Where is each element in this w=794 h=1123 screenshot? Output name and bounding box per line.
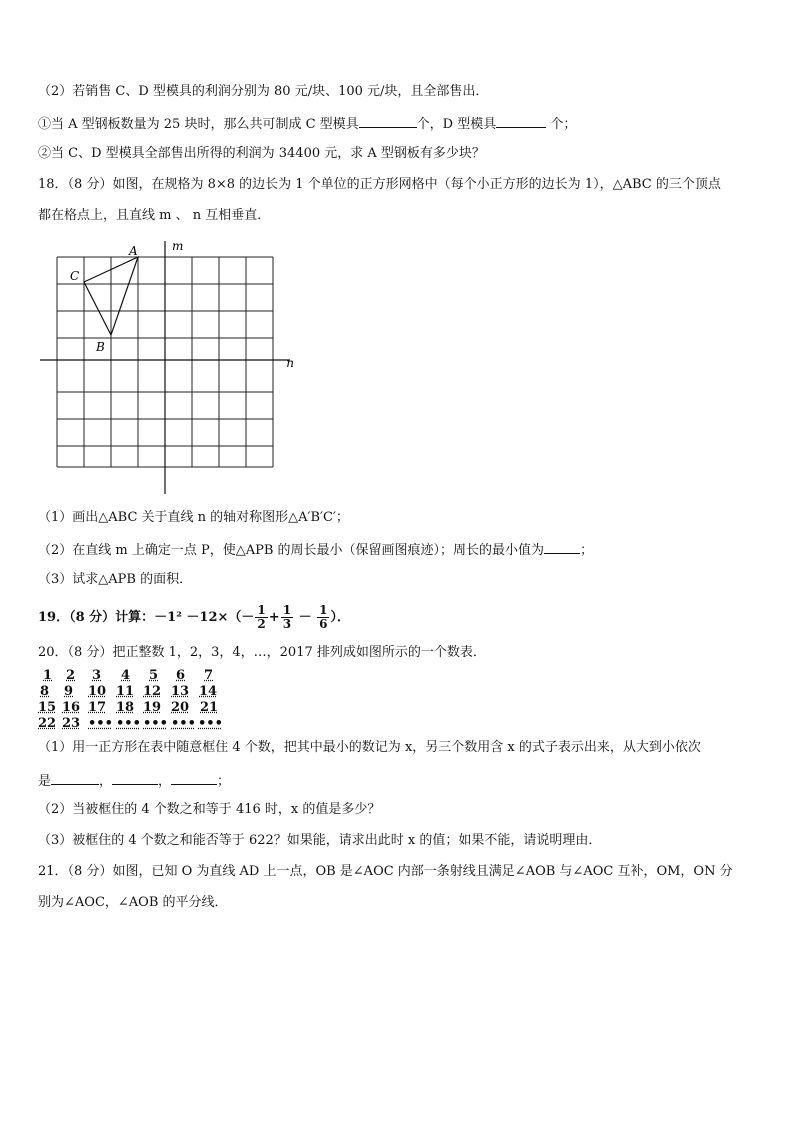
table-cell: 23 bbox=[62, 716, 81, 731]
q20-part1-line1: （1）用一正方形在表中随意框住 4 个数，把其中最小的数记为 x，另三个数用含 x 的式子表示出来，从大到小依次 bbox=[38, 740, 701, 755]
table-cell: 18 bbox=[116, 700, 135, 715]
fraction-1-6: $\frac{1}{6}$ bbox=[319, 603, 328, 631]
table-cell: ••• bbox=[171, 716, 196, 731]
q20-part1-line2 bbox=[38, 772, 230, 790]
q18-stem-line1: 18．（8 分）如图，在规格为 8×8 的边长为 1 个单位的正方形网格中（每个小正方形的边长为 1），△ABC 的三个顶点 bbox=[38, 177, 721, 192]
answer-blank-d-count[interactable] bbox=[496, 115, 546, 128]
q17-part2: （2）若销售 C、D 型模具的利润分别为 80 元/块、100 元/块，且全部售出． bbox=[38, 84, 489, 99]
q17-sub1-text-c: 个； bbox=[546, 117, 577, 132]
table-cell: 15 bbox=[38, 700, 57, 715]
q19-minus: － bbox=[294, 610, 317, 625]
table-cell: ••• bbox=[116, 716, 141, 731]
table-cell: ••• bbox=[143, 716, 168, 731]
q18-part1: （1）画出△ABC 关于直线 n 的轴对称图形△A′B′C′； bbox=[38, 510, 349, 525]
table-cell: 9 bbox=[64, 684, 74, 699]
table-cell: 19 bbox=[143, 700, 162, 715]
q17-sub1-text-a: ①当 A 型钢板数量为 25 块时，那么共可制成 C 型模具 bbox=[38, 117, 359, 132]
q20-part2: （2）当被框住的 4 个数之和等于 416 时，x 的值是多少？ bbox=[38, 802, 381, 817]
table-cell: 11 bbox=[116, 684, 135, 699]
table-cell: 21 bbox=[200, 700, 219, 715]
table-cell: ••• bbox=[88, 716, 113, 731]
label-a: A bbox=[129, 244, 138, 258]
label-b: B bbox=[96, 340, 105, 354]
q21-stem-line1: 21．（8 分）如图，已知 O 为直线 AD 上一点，OB 是∠AOC 内部一条射线且满足∠AOB 与∠AOC 互补，OM，ON 分 bbox=[38, 864, 733, 879]
q18-part2 bbox=[38, 541, 593, 559]
table-cell: 13 bbox=[171, 684, 190, 699]
fraction-1-2: $\frac{1}{2}$ bbox=[257, 603, 266, 631]
q18-stem-line2: 都在格点上，且直线 m 、 n 互相垂直． bbox=[38, 208, 271, 223]
table-cell: 3 bbox=[92, 668, 102, 683]
q18-grid-figure bbox=[36, 236, 296, 498]
q20-part1-is: 是 bbox=[38, 774, 52, 789]
table-cell: 14 bbox=[199, 684, 218, 699]
q17-sub1-text-b: 个，D 型模具 bbox=[416, 117, 497, 132]
table-cell: 5 bbox=[149, 668, 159, 683]
q18-part2-text: （2）在直线 m 上确定一点 P，使△APB 的周长最小（保留画图痕迹）；周长的最小值为 bbox=[38, 543, 545, 558]
q18-part3: （3）试求△APB 的面积． bbox=[38, 572, 193, 587]
table-cell: 6 bbox=[176, 668, 186, 683]
table-cell: 22 bbox=[38, 716, 57, 731]
q20-part3: （3）被框住的 4 个数之和能否等于 622？如果能，请求出此时 x 的值；如果不能，请说明理由． bbox=[38, 833, 602, 848]
fraction-1-3: $\frac{1}{3}$ bbox=[282, 603, 292, 631]
q21-stem-line2: 别为∠AOC，∠AOB 的平分线． bbox=[38, 895, 228, 910]
q20-comma-1: ， bbox=[99, 774, 113, 789]
table-cell: 17 bbox=[88, 700, 107, 715]
table-cell: 12 bbox=[143, 684, 162, 699]
q19-lead: 19．（8 分）计算：－1² －12×（－ bbox=[38, 610, 255, 625]
q20-part1-end: ； bbox=[217, 774, 231, 789]
table-cell: ••• bbox=[198, 716, 223, 731]
q19-tail: ）． bbox=[330, 610, 350, 625]
answer-blank-c-count[interactable] bbox=[359, 115, 417, 128]
label-m: m bbox=[172, 239, 184, 253]
q17-sub1 bbox=[38, 115, 576, 133]
table-cell: 20 bbox=[171, 700, 190, 715]
q18-part2-end: ； bbox=[580, 543, 594, 558]
table-cell: 1 bbox=[43, 668, 53, 683]
table-cell: 10 bbox=[88, 684, 107, 699]
table-cell: 8 bbox=[40, 684, 50, 699]
answer-blank-expr-3[interactable] bbox=[171, 772, 217, 785]
q19-expression bbox=[38, 603, 350, 633]
q17-sub2: ②当 C、D 型模具全部售出所得的利润为 34400 元，求 A 型钢板有多少块？ bbox=[38, 146, 485, 161]
q19-plus: + bbox=[268, 610, 280, 625]
answer-blank-perimeter[interactable] bbox=[544, 541, 580, 554]
table-cell: 4 bbox=[121, 668, 131, 683]
table-cell: 2 bbox=[66, 668, 76, 683]
q20-comma-2: ， bbox=[158, 774, 172, 789]
label-c: C bbox=[70, 269, 80, 283]
q20-stem: 20．（8 分）把正整数 1，2，3，4，…，2017 排列成如图所示的一个数表． bbox=[38, 645, 486, 660]
answer-blank-expr-1[interactable] bbox=[51, 772, 99, 785]
answer-blank-expr-2[interactable] bbox=[112, 772, 158, 785]
label-n: n bbox=[286, 356, 294, 370]
table-cell: 7 bbox=[204, 668, 214, 683]
table-cell: 16 bbox=[62, 700, 81, 715]
